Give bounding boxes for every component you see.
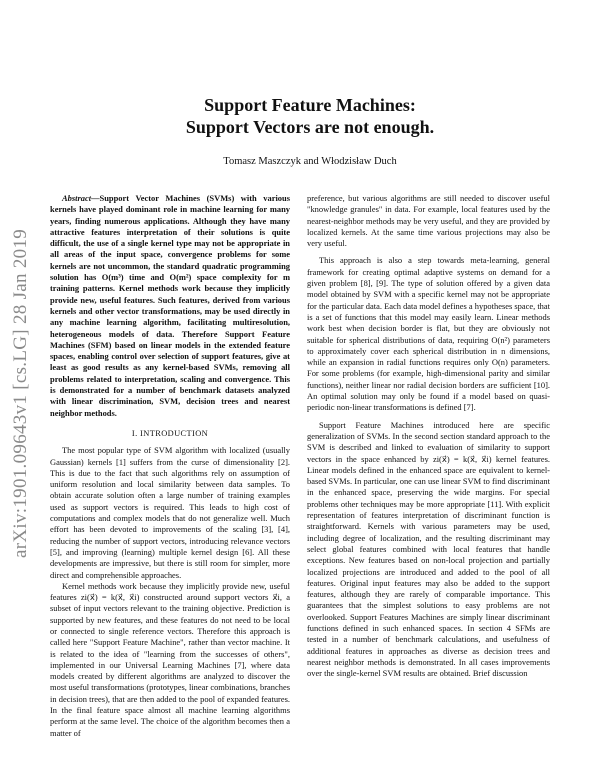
arxiv-stamp: arXiv:1901.09643v1 [cs.LG] 28 Jan 2019 — [10, 228, 31, 558]
title-line-2: Support Vectors are not enough. — [185, 117, 435, 137]
section-heading-introduction: I. INTRODUCTION — [131, 428, 209, 438]
right-paragraph-2: This approach is also a step towards meta-learning, general framework for creating optimal adaptive systems on demand for a given problem [8], [9]. The type of solution offered by a given data model obtained by SVM with a specific kernel may not be appropriate for the particular data. Each data model defines a hypotheses space, that is a set of functions that this model may easily learn. Linear methods work best when decision border is flat, but they are obviously not suitable for spherical distributions of data, requiring O(n²) parameters to approximately cover each spherical distribution in n dimensions, while an expansion in radial functions requires only O(n) parameters. For some problems (for example, high-dimensional parity and similar functions), neither linear nor radial decision borders are sufficient [10]. An optimal solution may only be found if a model based on quasi-periodic non-linear transformations is defined [7]. — [307, 255, 550, 413]
abstract-text: —Support Vector Machines (SVMs) with various kernels have played dominant role in machine learning for many years, finding numerous applications. Although they have many attractive features interpretation of their solutions is quite difficult, the use of a single kernel type may not be appropriate in all areas of the input space, convergence problems for some kernels are not uncommon, the standard quadratic programming solution has O(m³) time and O(m²) space complexity for m training patterns. Kernel methods work because they implicitly provide new, useful features. Such features, derived from various kernels and other vector transformations, may be used directly in any machine learning algorithm, facilitating multiresolution, heterogeneous models of data. Therefore Support Feature Machines (SFM) based on linear models in the extended feature spaces, enabling control over selection of support features, give at least as good results as any kernel-based SVMs, removing all problems related to interpretation, scaling and convergence. This is demonstrated for a number of benchmark datasets analyzed with linear discrimination, SVM, decision trees and nearest neighbor methods. — [50, 193, 290, 418]
right-paragraph-3: Support Feature Machines introduced here are specific generalization of SVMs. In the second section standard approach to the SVM is described and linked to evaluation of similarity to support vectors in the space enhanced by zi(x⃗) = k(x⃗, x⃗i) kernel features. Linear models defined in the enhanced space are equivalent to kernel-based SVMs. In particular, one can use linear SVM to find discriminant in the enhanced space, preserving the wide margins. For special problems other techniques may be more appropriate [11]. With explicit representation of features interpretation of discriminant function is straightforward. Kernels with various parameters may be used, including degree of localization, and the resulting discriminant may select global features combined with local features that handle exceptions. New features based on non-local projection and partially localized projections are introduced and added to the pool of all features. Original input features may also be added to the support features, although they are rarely of comparable importance. This guarantees that the simplest solutions to easy problems are not overlooked. Support Features Machines are simply linear discriminant functions defined in such enhanced spaces. In section 4 SFMs are tested in a number of benchmark calculations, and usefulness of additional features in approaches as diverse as decision trees and nearest neighbor methods is demonstrated. In all cases improvements over the single-kernel SVM results are obtained. Brief discussion — [307, 419, 550, 679]
right-column — [307, 193, 550, 679]
left-column — [50, 193, 290, 739]
authors: Tomasz Maszczyk and Włodzisław Duch — [223, 156, 397, 167]
paper-title — [60, 94, 560, 138]
left-paragraph-2: Kernel methods work because they implicitly provide new, useful features zi(x⃗) = k(x⃗, x⃗i) constructed around support vectors x⃗i, a subset of input vectors relevant to the training objective. Prediction is supported by new features, and these features do not need to be local or connected to single reference vectors. Therefore this approach is called here "Support Feature Machine", rather than vector machine. It is related to the idea of "learning from the successes of others", implemented in our Universal Learning Machines [7], where data models created by different algorithms are analyzed to discover the most useful transformations (prototypes, linear combinations, branches in decision trees), that are then added to the pool of expanded features. In the final feature space almost all machine learning algorithms perform at the same level. The choice of the algorithm becomes then a matter of — [50, 580, 290, 738]
abstract — [50, 193, 290, 419]
abstract-label: Abstract — [62, 193, 92, 203]
left-paragraph-1: The most popular type of SVM algorithm with localized (usually Gaussian) kernels [1] suffers from the curse of dimensionality [2]. This is due to the fact that such algorithms rely on assumption of uniform resolution and local similarity between data samples. To obtain accurate solution often a large number of training examples used as support vectors is required. This leads to high cost of computations and complex models that do not generalize well. Much effort has been devoted to improvements of the scaling [3], [4], reducing the number of support vectors, introducing relevance vectors [5], and improving (learning) multiple kernel design [6]. All these developments are impressive, but there is still room for simpler, more direct and comprehensible approaches. — [50, 445, 290, 580]
right-paragraph-1: preference, but various algorithms are still needed to discover useful "knowledge granules" in data. For example, local features used by the nearest-neighbor methods may be very useful, and they are provided by localized kernels. At the same time various projections may also be very useful. — [307, 193, 550, 249]
title-line-1: Support Feature Machines: — [204, 95, 416, 115]
